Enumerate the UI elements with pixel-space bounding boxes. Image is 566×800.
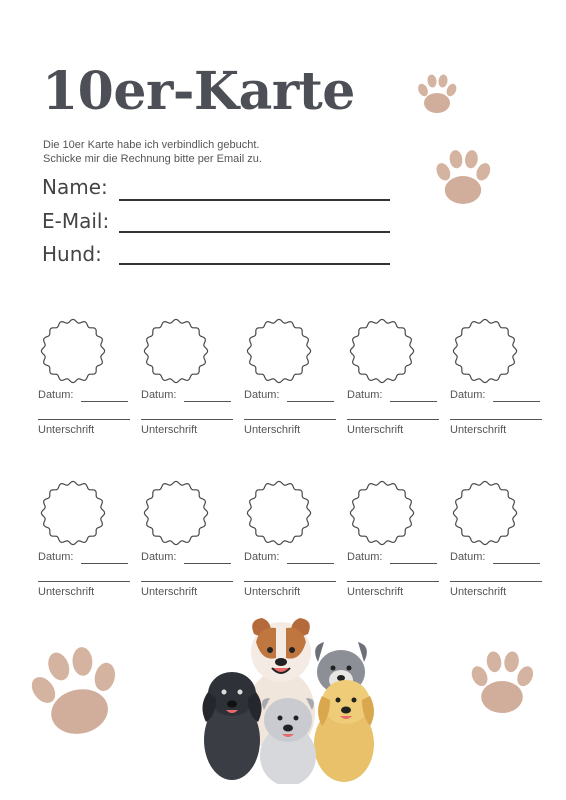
signature-field[interactable] [347, 419, 439, 420]
signature-field[interactable] [450, 419, 542, 420]
stamp-circle[interactable] [143, 318, 209, 384]
intro-text [43, 138, 262, 166]
intro-line-2: Schicke mir die Rechnung bitte per Email zu. [43, 153, 262, 165]
card-title: 10er-Karte [42, 61, 355, 122]
stamp-circle[interactable] [246, 318, 312, 384]
date-field[interactable] [81, 563, 128, 564]
signature-field[interactable] [141, 419, 233, 420]
date-label: Datum: [38, 551, 74, 563]
name-label: Name: [42, 175, 108, 199]
date-label: Datum: [244, 389, 280, 401]
stamp-circle[interactable] [40, 318, 106, 384]
date-field[interactable] [184, 563, 231, 564]
signature-label: Unterschrift [244, 586, 301, 598]
signature-field[interactable] [244, 581, 336, 582]
date-label: Datum: [244, 551, 280, 563]
email-label: E-Mail: [42, 209, 110, 233]
date-label: Datum: [38, 389, 74, 401]
date-label: Datum: [141, 551, 177, 563]
dog-white-terrier [260, 698, 316, 784]
date-field[interactable] [184, 401, 231, 402]
stamp-circle[interactable] [143, 480, 209, 546]
stamp-circle[interactable] [349, 480, 415, 546]
signature-label: Unterschrift [141, 586, 198, 598]
paw-print-icon [412, 68, 462, 118]
date-label: Datum: [141, 389, 177, 401]
email-field[interactable] [119, 231, 390, 233]
signature-field[interactable] [38, 581, 130, 582]
date-label: Datum: [347, 389, 383, 401]
signature-field[interactable] [347, 581, 439, 582]
date-field[interactable] [287, 563, 334, 564]
date-label: Datum: [450, 389, 486, 401]
stamp-circle[interactable] [246, 480, 312, 546]
stamp-circle[interactable] [452, 318, 518, 384]
dog-label: Hund: [42, 242, 102, 266]
paw-print-icon [462, 640, 542, 722]
signature-label: Unterschrift [141, 424, 198, 436]
name-field[interactable] [119, 199, 390, 201]
signature-label: Unterschrift [38, 586, 95, 598]
signature-label: Unterschrift [450, 424, 507, 436]
signature-label: Unterschrift [244, 424, 301, 436]
signature-label: Unterschrift [38, 424, 95, 436]
intro-line-1: Die 10er Karte habe ich verbindlich gebucht. [43, 139, 260, 151]
dog-golden [314, 680, 374, 782]
date-field[interactable] [493, 563, 540, 564]
date-label: Datum: [347, 551, 383, 563]
paw-print-icon [20, 628, 130, 752]
signature-field[interactable] [38, 419, 130, 420]
date-field[interactable] [390, 563, 437, 564]
stamp-circle[interactable] [452, 480, 518, 546]
dog-group-illustration [196, 612, 384, 784]
date-label: Datum: [450, 551, 486, 563]
dog-black [202, 672, 261, 780]
date-field[interactable] [390, 401, 437, 402]
stamp-circle[interactable] [349, 318, 415, 384]
signature-field[interactable] [450, 581, 542, 582]
signature-field[interactable] [244, 419, 336, 420]
stamp-circle[interactable] [40, 480, 106, 546]
signature-field[interactable] [141, 581, 233, 582]
signature-label: Unterschrift [347, 424, 404, 436]
paw-print-icon [428, 140, 498, 212]
date-field[interactable] [81, 401, 128, 402]
date-field[interactable] [493, 401, 540, 402]
signature-label: Unterschrift [450, 586, 507, 598]
date-field[interactable] [287, 401, 334, 402]
signature-label: Unterschrift [347, 586, 404, 598]
dog-field[interactable] [119, 263, 390, 265]
